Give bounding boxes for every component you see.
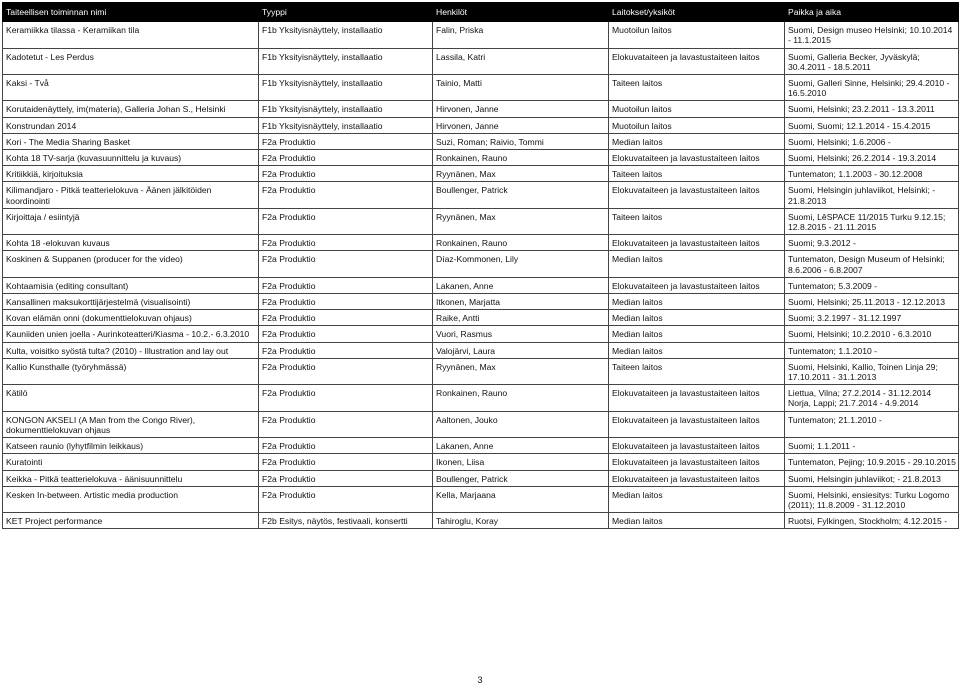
- cell-type: F1b Yksityisnäyttely, installaatio: [259, 117, 433, 133]
- cell-name: Kuratointi: [3, 454, 259, 470]
- cell-persons: Boullenger, Patrick: [433, 182, 609, 208]
- cell-persons: Ikonen, Liisa: [433, 454, 609, 470]
- table-row: [3, 117, 959, 133]
- cell-persons: Hirvonen, Janne: [433, 101, 609, 117]
- table-row: [3, 208, 959, 234]
- table-row: [3, 22, 959, 48]
- cell-type: F2a Produktio: [259, 411, 433, 437]
- cell-type: F2a Produktio: [259, 235, 433, 251]
- cell-name: Kulta, voisitko syöstä tulta? (2010) - Illustration and lay out: [3, 342, 259, 358]
- table-row: [3, 454, 959, 470]
- cell-place-time: Suomi, Helsinki; 25.11.2013 - 12.12.2013: [785, 294, 959, 310]
- cell-place-time: Suomi, Helsingin juhlaviikot, Helsinki; - 21.8.2013: [785, 182, 959, 208]
- table-row: [3, 294, 959, 310]
- cell-place-time: Suomi, Helsinki; 1.6.2006 -: [785, 133, 959, 149]
- cell-place-time: Suomi, Helsinki; 26.2.2014 - 19.3.2014: [785, 150, 959, 166]
- results-table: [2, 2, 959, 529]
- table-row: [3, 411, 959, 437]
- cell-persons: Boullenger, Patrick: [433, 470, 609, 486]
- table-row: [3, 133, 959, 149]
- cell-name: Kauniiden unien joella - Aurinkoteatteri/Kiasma - 10.2.- 6.3.2010: [3, 326, 259, 342]
- cell-persons: Ryynänen, Max: [433, 208, 609, 234]
- cell-department: Elokuvataiteen ja lavastustaiteen laitos: [609, 48, 785, 74]
- cell-type: F1b Yksityisnäyttely, installaatio: [259, 22, 433, 48]
- cell-department: Muotoilun laitos: [609, 22, 785, 48]
- cell-department: Median laitos: [609, 326, 785, 342]
- cell-department: Median laitos: [609, 133, 785, 149]
- cell-persons: Tahiroglu, Koray: [433, 513, 609, 529]
- cell-place-time: Suomi, Suomi; 12.1.2014 - 15.4.2015: [785, 117, 959, 133]
- table-header: [3, 3, 959, 22]
- cell-place-time: Tuntematon; 21.1.2010 -: [785, 411, 959, 437]
- cell-persons: Lakanen, Anne: [433, 438, 609, 454]
- cell-place-time: Tuntematon; 1.1.2003 - 30.12.2008: [785, 166, 959, 182]
- cell-place-time: Liettua, Vilna; 27.2.2014 - 31.12.2014 Norja, Lappi; 21.7.2014 - 4.9.2014: [785, 385, 959, 411]
- cell-type: F1b Yksityisnäyttely, installaatio: [259, 48, 433, 74]
- header-row: [3, 3, 959, 22]
- cell-name: Katseen raunio (lyhytfilmin leikkaus): [3, 438, 259, 454]
- cell-persons: Itkonen, Marjatta: [433, 294, 609, 310]
- cell-place-time: Suomi, Helsingin juhlaviikot; - 21.8.2013: [785, 470, 959, 486]
- cell-type: F2a Produktio: [259, 486, 433, 512]
- cell-department: Muotoilun laitos: [609, 101, 785, 117]
- table-row: [3, 251, 959, 277]
- cell-name: Kätilö: [3, 385, 259, 411]
- table-row: [3, 48, 959, 74]
- cell-place-time: Tuntematon; 5.3.2009 -: [785, 277, 959, 293]
- cell-type: F2a Produktio: [259, 133, 433, 149]
- cell-place-time: Suomi, Helsinki; 23.2.2011 - 13.3.2011: [785, 101, 959, 117]
- cell-name: Kori - The Media Sharing Basket: [3, 133, 259, 149]
- cell-name: Kaksi - Två: [3, 75, 259, 101]
- cell-persons: Aaltonen, Jouko: [433, 411, 609, 437]
- header-place-time: Paikka ja aika: [785, 3, 959, 22]
- cell-type: F2a Produktio: [259, 310, 433, 326]
- header-departments: Laitokset/yksiköt: [609, 3, 785, 22]
- cell-name: Kohtaamisia (editing consultant): [3, 277, 259, 293]
- cell-name: Keikka - Pitkä teatterielokuva - äänisuunnittelu: [3, 470, 259, 486]
- cell-department: Median laitos: [609, 294, 785, 310]
- cell-name: Keramiikka tilassa - Keramiikan tila: [3, 22, 259, 48]
- cell-place-time: Suomi, Galleria Becker, Jyväskylä; 30.4.2011 - 18.5.2011: [785, 48, 959, 74]
- table-row: [3, 470, 959, 486]
- cell-type: F2a Produktio: [259, 454, 433, 470]
- table-row: [3, 75, 959, 101]
- cell-place-time: Suomi; 9.3.2012 -: [785, 235, 959, 251]
- cell-place-time: Suomi, Galleri Sinne, Helsinki; 29.4.2010 - 16.5.2010: [785, 75, 959, 101]
- cell-persons: Kella, Marjaana: [433, 486, 609, 512]
- cell-type: F2b Esitys, näytös, festivaali, konsertti: [259, 513, 433, 529]
- cell-department: Elokuvataiteen ja lavastustaiteen laitos: [609, 235, 785, 251]
- cell-place-time: Suomi; 1.1.2011 -: [785, 438, 959, 454]
- cell-type: F2a Produktio: [259, 251, 433, 277]
- cell-place-time: Tuntematon, Design Museum of Helsinki; 8.6.2006 - 6.8.2007: [785, 251, 959, 277]
- cell-type: F2a Produktio: [259, 358, 433, 384]
- cell-name: KONGON AKSELI (A Man from the Congo River), dokumenttielokuvan ohjaus: [3, 411, 259, 437]
- table-row: [3, 358, 959, 384]
- cell-name: Kallio Kunsthalle (työryhmässä): [3, 358, 259, 384]
- cell-department: Median laitos: [609, 513, 785, 529]
- cell-department: Muotoilun laitos: [609, 117, 785, 133]
- cell-place-time: Suomi, Helsinki, Kallio, Toinen Linja 29; 17.10.2011 - 31.1.2013: [785, 358, 959, 384]
- cell-place-time: Suomi, Helsinki; 10.2.2010 - 6.3.2010: [785, 326, 959, 342]
- header-type: Tyyppi: [259, 3, 433, 22]
- table-row: [3, 182, 959, 208]
- cell-department: Taiteen laitos: [609, 75, 785, 101]
- cell-type: F2a Produktio: [259, 438, 433, 454]
- cell-persons: Ryynänen, Max: [433, 166, 609, 182]
- cell-department: Elokuvataiteen ja lavastustaiteen laitos: [609, 438, 785, 454]
- cell-type: F2a Produktio: [259, 470, 433, 486]
- cell-persons: Suzi, Roman; Raivio, Tommi: [433, 133, 609, 149]
- cell-type: F2a Produktio: [259, 342, 433, 358]
- cell-persons: Ronkainen, Rauno: [433, 235, 609, 251]
- cell-persons: Hirvonen, Janne: [433, 117, 609, 133]
- cell-persons: Vuori, Rasmus: [433, 326, 609, 342]
- cell-persons: Lakanen, Anne: [433, 277, 609, 293]
- table-row: [3, 513, 959, 529]
- page-number: 3: [477, 675, 483, 685]
- cell-type: F1b Yksityisnäyttely, installaatio: [259, 75, 433, 101]
- cell-place-time: Suomi, Helsinki, ensiesitys: Turku Logomo (2011); 11.8.2009 - 31.12.2010: [785, 486, 959, 512]
- table-row: [3, 235, 959, 251]
- cell-name: KET Project performance: [3, 513, 259, 529]
- cell-name: Kohta 18 TV-sarja (kuvasuunnittelu ja kuvaus): [3, 150, 259, 166]
- table-row: [3, 166, 959, 182]
- cell-name: Kritiikkiä, kirjoituksia: [3, 166, 259, 182]
- cell-name: Korutaidenäyttely, im(materia), Galleria Johan S., Helsinki: [3, 101, 259, 117]
- cell-department: Elokuvataiteen ja lavastustaiteen laitos: [609, 454, 785, 470]
- table-row: [3, 438, 959, 454]
- cell-type: F2a Produktio: [259, 294, 433, 310]
- cell-type: F2a Produktio: [259, 385, 433, 411]
- cell-type: F2a Produktio: [259, 208, 433, 234]
- cell-department: Median laitos: [609, 310, 785, 326]
- table-row: [3, 150, 959, 166]
- cell-place-time: Tuntematon; 1.1.2010 -: [785, 342, 959, 358]
- cell-place-time: Ruotsi, Fylkingen, Stockholm; 4.12.2015 -: [785, 513, 959, 529]
- table-row: [3, 101, 959, 117]
- cell-place-time: Suomi, LêSPACE 11/2015 Turku 9.12.15; 12.8.2015 - 21.11.2015: [785, 208, 959, 234]
- cell-department: Elokuvataiteen ja lavastustaiteen laitos: [609, 385, 785, 411]
- table-row: [3, 486, 959, 512]
- cell-name: Kansallinen maksukorttijärjestelmä (visualisointi): [3, 294, 259, 310]
- cell-place-time: Tuntematon, Pejing; 10.9.2015 - 29.10.2015: [785, 454, 959, 470]
- cell-department: Median laitos: [609, 486, 785, 512]
- cell-type: F2a Produktio: [259, 166, 433, 182]
- cell-persons: Tainio, Matti: [433, 75, 609, 101]
- cell-department: Elokuvataiteen ja lavastustaiteen laitos: [609, 277, 785, 293]
- cell-department: Median laitos: [609, 342, 785, 358]
- table-row: [3, 385, 959, 411]
- cell-persons: Ronkainen, Rauno: [433, 385, 609, 411]
- cell-name: Kohta 18 -elokuvan kuvaus: [3, 235, 259, 251]
- cell-type: F2a Produktio: [259, 277, 433, 293]
- header-name: Taiteellisen toiminnan nimi: [3, 3, 259, 22]
- cell-persons: Ryynänen, Max: [433, 358, 609, 384]
- cell-name: Kovan elämän onni (dokumenttielokuvan ohjaus): [3, 310, 259, 326]
- cell-name: Koskinen & Suppanen (producer for the video): [3, 251, 259, 277]
- cell-type: F2a Produktio: [259, 182, 433, 208]
- cell-department: Elokuvataiteen ja lavastustaiteen laitos: [609, 470, 785, 486]
- header-persons: Henkilöt: [433, 3, 609, 22]
- cell-persons: Valojärvi, Laura: [433, 342, 609, 358]
- cell-department: Median laitos: [609, 251, 785, 277]
- table-row: [3, 326, 959, 342]
- cell-name: Kirjoittaja / esiintyjä: [3, 208, 259, 234]
- cell-persons: Raike, Antti: [433, 310, 609, 326]
- cell-department: Taiteen laitos: [609, 166, 785, 182]
- cell-department: Elokuvataiteen ja lavastustaiteen laitos: [609, 411, 785, 437]
- table-body: [3, 22, 959, 529]
- cell-place-time: Suomi, Design museo Helsinki; 10.10.2014 - 11.1.2015: [785, 22, 959, 48]
- table-row: [3, 342, 959, 358]
- cell-name: Konstrundan 2014: [3, 117, 259, 133]
- cell-type: F2a Produktio: [259, 326, 433, 342]
- cell-persons: Falin, Priska: [433, 22, 609, 48]
- cell-place-time: Suomi; 3.2.1997 - 31.12.1997: [785, 310, 959, 326]
- cell-name: Kesken In-between. Artistic media production: [3, 486, 259, 512]
- cell-department: Taiteen laitos: [609, 358, 785, 384]
- cell-department: Taiteen laitos: [609, 208, 785, 234]
- cell-type: F1b Yksityisnäyttely, installaatio: [259, 101, 433, 117]
- cell-persons: Ronkainen, Rauno: [433, 150, 609, 166]
- table-row: [3, 277, 959, 293]
- cell-persons: Díaz-Kommonen, Lily: [433, 251, 609, 277]
- table-row: [3, 310, 959, 326]
- cell-department: Elokuvataiteen ja lavastustaiteen laitos: [609, 150, 785, 166]
- cell-persons: Lassila, Katri: [433, 48, 609, 74]
- cell-department: Elokuvataiteen ja lavastustaiteen laitos: [609, 182, 785, 208]
- cell-name: Kadotetut - Les Perdus: [3, 48, 259, 74]
- cell-name: Kilimandjaro - Pitkä teatterielokuva - Äänen jälkitöiden koordinointi: [3, 182, 259, 208]
- cell-type: F2a Produktio: [259, 150, 433, 166]
